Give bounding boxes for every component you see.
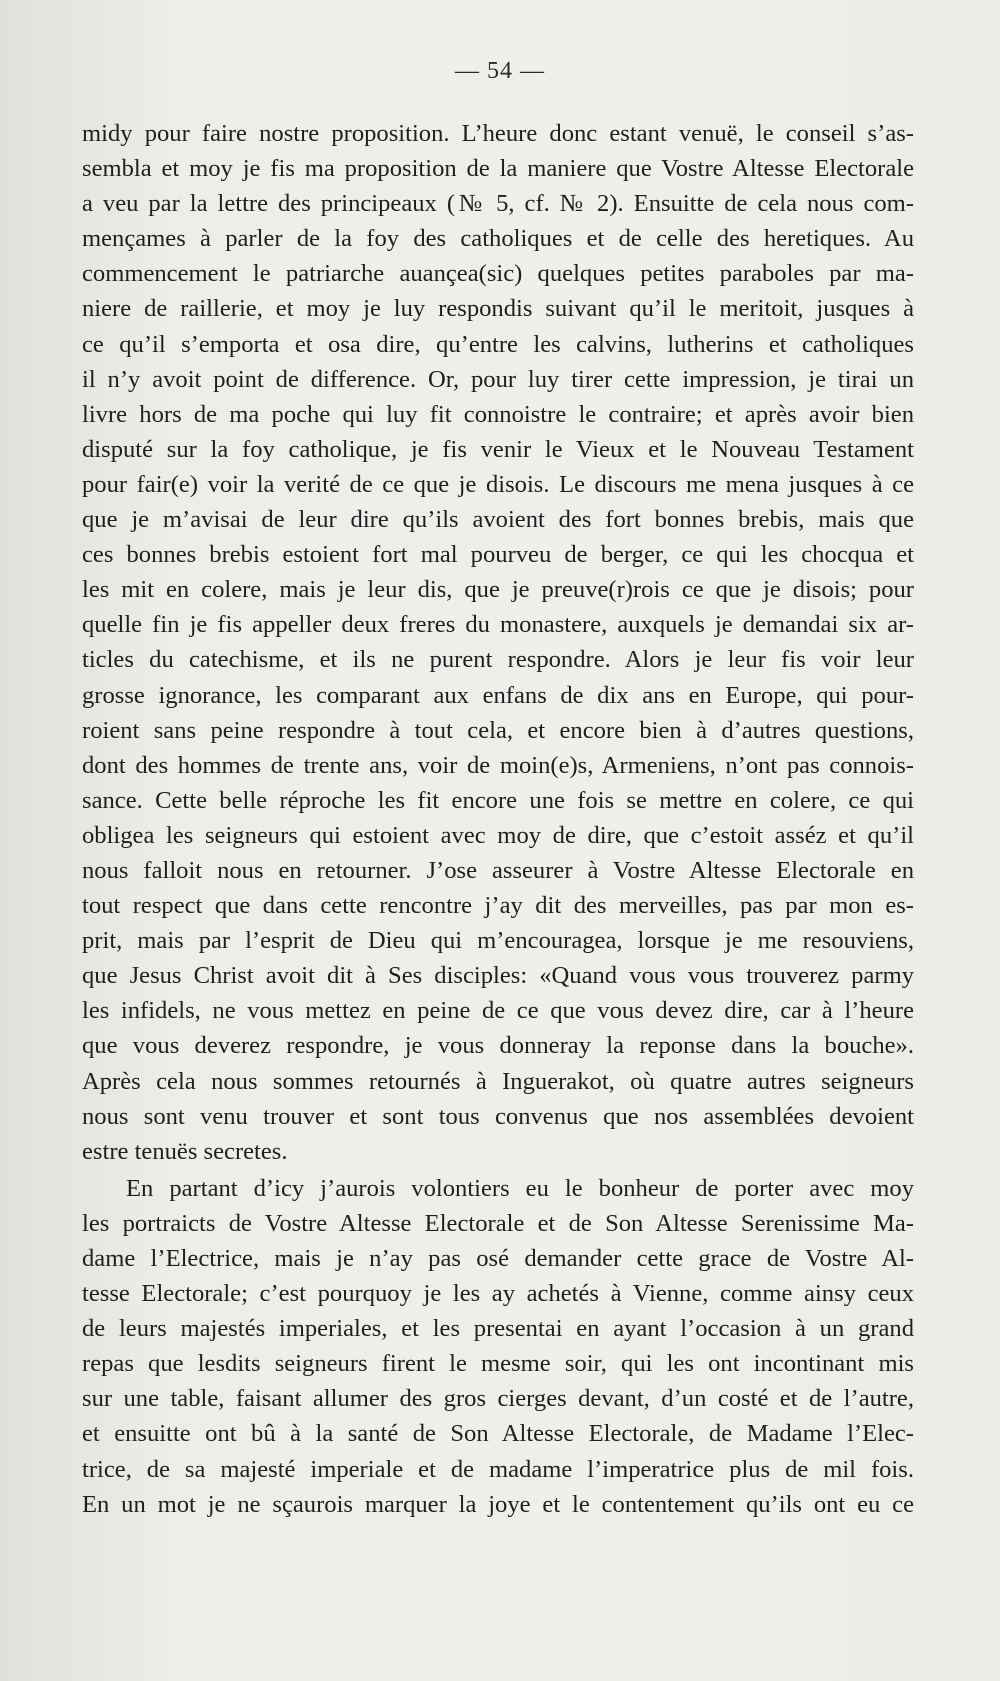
text-line: les infidels, ne vous mettez en peine de ce que vous devez dire, car à l’heure [82, 997, 914, 1025]
paragraph-2 [82, 1171, 914, 1522]
text-line: ces bonnes brebis estoient fort mal pourveu de berger, ce qui les chocqua et [82, 541, 914, 569]
text-line: sur une table, faisant allumer des gros cierges devant, d’un costé et de l’autre, [82, 1385, 914, 1413]
text-line: En un mot je ne sçaurois marquer la joye et le contentement qu’ils ont eu ce [82, 1490, 914, 1518]
text-line: a veu par la lettre des principeaux (№ 5, cf. № 2). Ensuitte de cela nous com- [82, 190, 914, 218]
text-line: de leurs majestés imperiales, et les presentai en ayant l’occasion à un grand [82, 1315, 914, 1343]
text-line: roient sans peine respondre à tout cela, et encore bien à d’autres questions, [82, 716, 914, 744]
text-line: nous sont venu trouver et sont tous convenus que nos assemblées devoient [82, 1102, 914, 1130]
text-line: et ensuitte ont bû à la santé de Son Altesse Electorale, de Madame l’Elec- [82, 1420, 914, 1448]
text-line: obligea les seigneurs qui estoient avec moy de dire, que c’estoit asséz et qu’il [82, 821, 914, 849]
text-line: commencement le patriarche auançea(sic) quelques petites paraboles par ma- [82, 260, 914, 288]
body-text [82, 116, 914, 1522]
text-line: dont des hommes de trente ans, voir de moin(e)s, Armeniens, n’ont pas connois- [82, 751, 914, 779]
paragraph-1 [82, 116, 914, 1169]
text-line: que je m’avisai de leur dire qu’ils avoient des fort bonnes brebis, mais que [82, 506, 914, 534]
page-number: — 54 — [455, 58, 545, 84]
text-line: Après cela nous sommes retournés à Inguerakot, où quatre autres seigneurs [82, 1067, 914, 1095]
text-line: estre tenuës secretes. [82, 1137, 288, 1165]
text-line: trice, de sa majesté imperiale et de madame l’imperatrice plus de mil fois. [82, 1455, 914, 1483]
text-line: mençames à parler de la foy des catholiques et de celle des heretiques. Au [82, 225, 914, 253]
text-line: que vous deverez respondre, je vous donneray la reponse dans la bouche». [82, 1032, 914, 1060]
text-line: repas que lesdits seigneurs firent le mesme soir, qui les ont incontinant mis [82, 1350, 914, 1378]
text-line: tesse Electorale; c’est pourquoy je les ay achetés à Vienne, comme ainsy ceux [82, 1280, 914, 1308]
text-line: sembla et moy je fis ma proposition de la maniere que Vostre Altesse Electorale [82, 155, 914, 183]
text-line: dame l’Electrice, mais je n’ay pas osé demander cette grace de Vostre Al- [82, 1245, 914, 1272]
text-line: disputé sur la foy catholique, je fis venir le Vieux et le Nouveau Testament [82, 435, 914, 463]
text-line: grosse ignorance, les comparant aux enfans de dix ans en Europe, qui pour- [82, 681, 914, 709]
text-line: niere de raillerie, et moy je luy respondis suivant qu’il le meritoit, jusques à [82, 295, 914, 323]
text-line: quelle fin je fis appeller deux freres du monastere, auxquels je demandai six ar- [82, 611, 914, 639]
text-line: ticles du catechisme, et ils ne purent respondre. Alors je leur fis voir leur [82, 646, 914, 674]
text-line: sance. Cette belle réproche les fit encore une fois se mettre en colere, ce qui [82, 786, 914, 814]
text-line: En partant d’icy j’aurois volontiers eu le bonheur de porter avec moy [126, 1174, 914, 1202]
text-line: livre hors de ma poche qui luy fit connoistre le contraire; et après avoir bien [82, 400, 914, 428]
text-line: tout respect que dans cette rencontre j’ay dit des merveilles, pas par mon es- [82, 892, 914, 920]
text-line: midy pour faire nostre proposition. L’heure donc estant venuë, le conseil s’as- [82, 120, 914, 147]
text-line: nous falloit nous en retourner. J’ose asseurer à Vostre Altesse Electorale en [82, 856, 914, 884]
text-line: les mit en colere, mais je leur dis, que je preuve(r)rois ce que je disois; pour [82, 576, 914, 604]
text-line: prit, mais par l’esprit de Dieu qui m’encouragea, lorsque je me resouviens, [82, 927, 914, 955]
text-line: pour fair(e) voir la verité de ce que je disois. Le discours me mena jusques à ce [82, 470, 914, 498]
text-line: ce qu’il s’emporta et osa dire, qu’entre les calvins, lutherins et catholiques [82, 330, 914, 358]
text-line: il n’y avoit point de difference. Or, pour luy tirer cette impression, je tirai un [82, 365, 914, 393]
text-line: que Jesus Christ avoit dit à Ses disciples: «Quand vous vous trouverez parmy [82, 962, 914, 990]
text-line: les portraicts de Vostre Altesse Electorale et de Son Altesse Serenissime Ma- [82, 1209, 914, 1237]
